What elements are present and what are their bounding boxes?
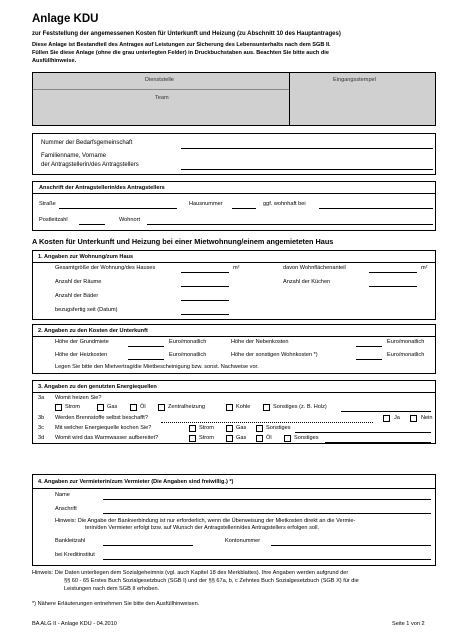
address-box [32,181,436,231]
name-label-2: der Antragstellerin/des Antragstellers [41,162,139,168]
heat-kohle-label: Kohle [236,404,251,410]
bank-hinweis-line-2: terin/den Vermieter erfolgt bzw. auf Wunsch der Antragstellerin/des Antragstellers erfolgen soll. [85,525,320,531]
water-oel-label: Öl [266,435,272,441]
page-subtitle: zur Feststellung der angemessenen Kosten für Unterkunft und Heizung (zu Abschnitt 10 des Hauptantrages) [32,31,341,37]
bezug-field[interactable] [181,314,229,315]
section-4-box [32,474,436,566]
intro-line-3: Ausfüllhinweise. [32,58,77,64]
kontonummer-field[interactable] [271,545,431,546]
bg-number-field[interactable] [181,148,433,149]
office-box [32,72,436,126]
heat-sonstiges-checkbox[interactable] [263,404,270,411]
cook-sonstiges-checkbox[interactable] [256,425,263,432]
footer-hinweis-line-1: Hinweis: Die Daten unterliegen dem Sozialgeheimnis (vgl. auch Kapitel 18 des Merkblattes). Ihre Angaben werden aufgrund der [32,570,349,576]
water-oel-checkbox[interactable] [256,435,263,442]
sonstige-unit: Euro/monatlich [387,352,425,358]
section-1-divider [33,262,435,263]
heat-oel-checkbox[interactable] [130,404,137,411]
page-title: Anlage KDU [32,13,99,25]
dienststelle-label: Dienststelle [145,77,174,83]
water-sonstiges-checkbox[interactable] [284,435,291,442]
grundmiete-field[interactable] [128,346,164,347]
water-gas-label: Gas [236,435,247,441]
heat-sonstiges-label: Sonstiges (z. B. Holz) [273,404,327,410]
gesamt-label: Gesamtgröße der Wohnung/des Hauses [55,265,156,271]
cook-gas-checkbox[interactable] [226,425,233,432]
vermieter-anschrift-field[interactable] [103,513,431,514]
davon-label: davon Wohnflächenanteil [283,265,346,271]
wohnhaft-field[interactable] [319,208,433,209]
bankleitzahl-label: Bankleitzahl [55,538,86,544]
intro-line-1: Diese Anlage ist Bestandteil des Antrages auf Leistungen zur Sicherung des Lebensunterhalts nach dem SGB II. [32,42,331,48]
vermieter-name-field[interactable] [103,499,431,500]
team-label: Team [155,95,169,101]
kontonummer-label: Kontonummer [225,538,261,544]
vermieter-name-label: Name [55,492,70,498]
hausnummer-field[interactable] [232,208,256,209]
bank-hinweis-line-1: Hinweis: Die Angabe der Bankverbindung ist nur erforderlich, wenn die Überweisung der Mietkosten direkt an die Vermie- [55,518,356,524]
q3d-number: 3d [38,435,45,441]
page-number: Seite 1 von 2 [392,621,425,627]
hausnummer-label: Hausnummer [189,201,223,207]
section-1-heading: 1. Angaben zur Wohnung/zum Haus [38,254,134,260]
q3b-leader [161,422,373,423]
brennstoff-nein-checkbox[interactable] [410,415,417,422]
section-2-note: Legen Sie bitte den Mietvertrag/die Mietbescheinigung bzw. sonst. Nachweise vor. [55,364,259,370]
cook-strom-checkbox[interactable] [189,425,196,432]
q3c-label: Mit welcher Energiequelle kochen Sie? [55,425,152,431]
q3c-number: 3c [38,425,44,431]
raeume-label: Anzahl der Räume [55,279,102,285]
gesamt-field[interactable] [181,272,229,273]
heat-kohle-checkbox[interactable] [226,404,233,411]
q3b-number: 3b [38,415,45,421]
brennstoff-ja-label: Ja [394,415,400,421]
section-3-box [32,380,436,444]
section-2-divider [33,336,435,337]
person-box [32,133,436,175]
vermieter-anschrift-label: Anschrift [55,506,77,512]
cook-gas-label: Gas [236,425,247,431]
cook-strom-label: Strom [199,425,214,431]
m2-unit-2: m² [421,265,428,271]
section-4-heading: 4. Angaben zur Vermieterin/zum Vermieter (Die Angaben sind freiwillig.) *) [38,479,234,485]
bg-number-label: Nummer der Bedarfsgemeinschaft [41,140,133,146]
water-strom-checkbox[interactable] [189,435,196,442]
heat-sonstiges-field[interactable] [341,411,431,412]
water-sonstiges-label: Sonstiges [294,435,319,441]
section-a-title: A Kosten für Unterkunft und Heizung bei einer Mietwohnung/einem angemieteten Haus [32,237,334,246]
bezug-label: bezugsfertig seit (Datum) [55,307,118,313]
section-3-heading: 3. Angaben zu den genutzten Energiequellen [38,384,157,390]
strasse-label: Straße [39,201,56,207]
nebenkosten-field[interactable] [356,346,382,347]
brennstoff-ja-checkbox[interactable] [383,415,390,422]
water-sonstiges-field[interactable] [325,442,431,443]
footer-hinweis-line-3: Leistungen nach dem SGB II erhoben. [64,586,160,592]
bankleitzahl-field[interactable] [103,545,193,546]
nebenkosten-unit: Euro/monatlich [387,339,425,345]
heat-zentral-label: Zentralheizung [168,404,206,410]
plz-label: Postleitzahl [39,217,68,223]
kuechen-field[interactable] [369,286,417,287]
q3d-label: Womit wird das Warmwasser aufbereitet? [55,435,159,441]
heizkosten-unit: Euro/monatlich [169,352,207,358]
brennstoff-nein-label: Nein [421,415,433,421]
heat-gas-label: Gas [107,404,118,410]
section-4-divider [33,488,435,489]
sonstige-label: Höhe der sonstigen Wohnkosten *) [231,352,318,358]
davon-field[interactable] [369,272,417,273]
kreditinstitut-field[interactable] [103,559,431,560]
heizkosten-label: Höhe der Heizkosten [55,352,108,358]
water-strom-label: Strom [199,435,214,441]
cook-sonstiges-label: Sonstiges [266,425,291,431]
heat-strom-label: Strom [65,404,80,410]
heizkosten-field[interactable] [128,359,164,360]
section-2-box [32,324,436,374]
name-label-1: Familienname, Vorname [41,153,107,159]
heat-zentral-checkbox[interactable] [158,404,165,411]
q3a-label: Womit heizen Sie? [55,395,102,401]
heat-gas-checkbox[interactable] [97,404,104,411]
q3a-number: 3a [38,395,45,401]
heat-oel-label: Öl [140,404,146,410]
footer-hinweis-line-2: §§ 60 - 65 Erstes Buch Sozialgesetzbuch (SGB I) und der §§ 67a, b, c Zehntes Buch Sozialgesetzbuch (SGB X) für die [64,578,359,584]
wohnhaft-label: ggf. wohnhaft bei [263,201,306,207]
heat-strom-checkbox[interactable] [55,404,62,411]
wohnort-label: Wohnort [119,217,141,223]
kreditinstitut-label: bei Kreditinstitut [55,552,95,558]
section-3-divider [33,392,435,393]
section-2-heading: 2. Angaben zu den Kosten der Unterkunft [38,328,148,334]
wohnort-field[interactable] [147,224,433,225]
form-identifier: BA ALG II - Anlage KDU - 04.2010 [32,621,117,627]
address-heading: Anschrift der Antragstellerin/des Antragstellers [39,185,165,191]
m2-unit-1: m² [233,265,240,271]
baeder-field[interactable] [181,300,229,301]
section-1-box [32,250,436,320]
strasse-field[interactable] [59,208,177,209]
raeume-field[interactable] [181,286,229,287]
q3b-label: Werden Brennstoffe selbst beschafft? [55,415,148,421]
office-divider [33,89,289,90]
grundmiete-unit: Euro/monatlich [169,339,207,345]
intro-line-2: Füllen Sie diese Anlage (ohne die grau unterlegten Felder) in Druckbuchstaben aus. Beachten Sie bitte auch die [32,50,329,56]
address-divider [33,193,435,194]
kuechen-label: Anzahl der Küchen [283,279,331,285]
nebenkosten-label: Höhe der Nebenkosten [231,339,289,345]
grundmiete-label: Höhe der Grundmiete [55,339,109,345]
cook-sonstiges-field[interactable] [295,432,431,433]
baeder-label: Anzahl der Bäder [55,293,99,299]
eingangsstempel-label: Eingangsstempel [333,77,376,83]
footnote: *) Nähere Erläuterungen entnehmen Sie bitte den Ausfüllhinweisen. [32,601,200,607]
water-gas-checkbox[interactable] [226,435,233,442]
sonstige-field[interactable] [356,359,382,360]
plz-field[interactable] [79,224,105,225]
name-field[interactable] [181,169,433,170]
